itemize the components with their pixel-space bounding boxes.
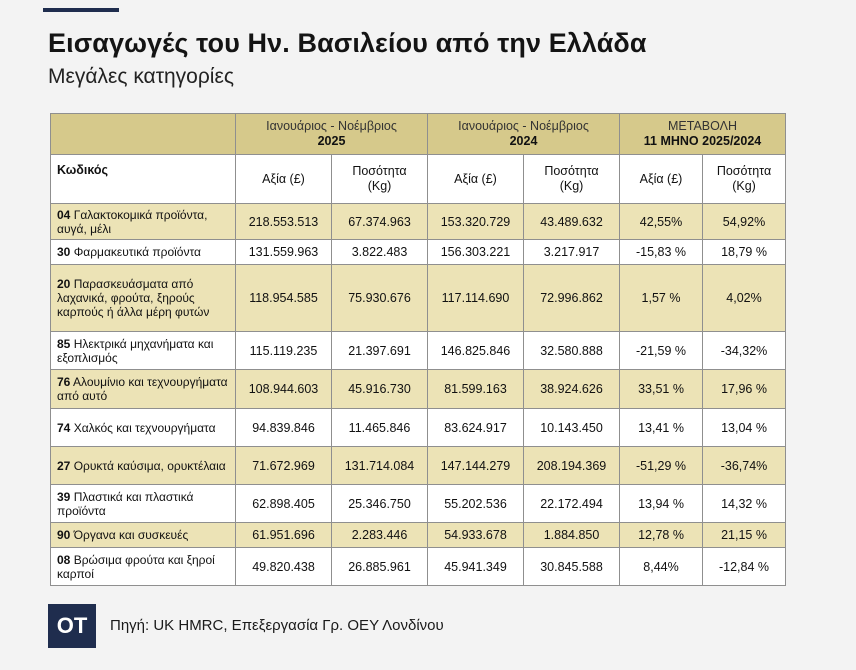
value-change-cell: 12,78 %: [620, 523, 703, 548]
category-cell: [51, 265, 236, 332]
category-name: Γαλακτοκομικά προϊόντα, αυγά, μέλι: [57, 207, 208, 236]
quantity-2025-cell: 21.397.691: [332, 332, 428, 370]
quantity-change-cell: 18,79 %: [703, 240, 786, 265]
quantity-change-cell: -34,32%: [703, 332, 786, 370]
value-2025-cell: 118.954.585: [236, 265, 332, 332]
quantity-2024-cell: 72.996.862: [524, 265, 620, 332]
quantity-header: Ποσότητα (Kg): [703, 155, 786, 204]
quantity-2025-cell: 11.465.846: [332, 409, 428, 447]
category-cell: [51, 204, 236, 240]
quantity-2025-cell: 75.930.676: [332, 265, 428, 332]
quantity-2025-cell: 45.916.730: [332, 370, 428, 409]
table-row: [51, 332, 786, 370]
quantity-header: Ποσότητα (Kg): [332, 155, 428, 204]
category-code: 74: [57, 420, 71, 435]
category-code: 30: [57, 245, 71, 259]
category-code: 08: [57, 552, 71, 567]
category-cell: [51, 548, 236, 586]
value-header: Αξία (£): [236, 155, 332, 204]
quantity-2025-cell: 2.283.446: [332, 523, 428, 548]
category-name: Χαλκός και τεχνουργήματα: [73, 420, 216, 435]
category-cell: [51, 485, 236, 523]
quantity-2024-cell: 22.172.494: [524, 485, 620, 523]
quantity-2024-cell: 32.580.888: [524, 332, 620, 370]
quantity-change-cell: 4,02%: [703, 265, 786, 332]
value-2025-cell: 218.553.513: [236, 204, 332, 240]
category-cell: [51, 523, 236, 548]
quantity-2024-cell: 38.924.626: [524, 370, 620, 409]
quantity-2025-cell: 25.346.750: [332, 485, 428, 523]
quantity-2024-cell: 208.194.369: [524, 447, 620, 485]
value-2025-cell: 71.672.969: [236, 447, 332, 485]
category-name: Ηλεκτρικά μηχανήματα και εξοπλισμός: [57, 336, 214, 365]
value-2024-cell: 156.303.221: [428, 240, 524, 265]
group-year: 11 ΜΗΝΟ 2025/2024: [643, 134, 762, 148]
imports-table: [50, 113, 786, 586]
value-2025-cell: 49.820.438: [236, 548, 332, 586]
category-name: Πλαστικά και πλαστικά προϊόντα: [57, 489, 194, 518]
quantity-2024-cell: 3.217.917: [524, 240, 620, 265]
value-header: Αξία (£): [620, 155, 703, 204]
table-row: [51, 447, 786, 485]
category-code: 27: [57, 458, 71, 473]
table-row: [51, 523, 786, 548]
header-blank-cell: [51, 114, 236, 155]
value-change-cell: 42,55%: [620, 204, 703, 240]
value-2025-cell: 115.119.235: [236, 332, 332, 370]
value-2024-cell: 81.599.163: [428, 370, 524, 409]
quantity-change-cell: 21,15 %: [703, 523, 786, 548]
category-code: 85: [57, 336, 71, 351]
category-cell: [51, 447, 236, 485]
value-change-cell: -21,59 %: [620, 332, 703, 370]
group-header-change: [620, 114, 786, 155]
value-2025-cell: 62.898.405: [236, 485, 332, 523]
category-name: Φαρμακευτικά προϊόντα: [73, 245, 201, 259]
category-code: 39: [57, 489, 71, 504]
group-header-2025: [236, 114, 428, 155]
group-period: Ιανουάριος - Νοέμβριος: [458, 119, 589, 133]
value-2024-cell: 117.114.690: [428, 265, 524, 332]
category-cell: [51, 240, 236, 265]
quantity-2025-cell: 131.714.084: [332, 447, 428, 485]
value-change-cell: 33,51 %: [620, 370, 703, 409]
category-name: Παρασκευάσματα από λαχανικά, φρούτα, ξηρούς καρπούς ή άλλα μέρη φυτών: [57, 277, 210, 319]
table-row: [51, 204, 786, 240]
value-2025-cell: 108.944.603: [236, 370, 332, 409]
value-change-cell: -15,83 %: [620, 240, 703, 265]
quantity-2025-cell: 67.374.963: [332, 204, 428, 240]
category-name: Ορυκτά καύσιμα, ορυκτέλαια: [73, 458, 226, 473]
category-name: Βρώσιμα φρούτα και ξηροί καρποί: [57, 552, 215, 581]
group-period: Ιανουάριος - Νοέμβριος: [266, 119, 397, 133]
value-2024-cell: 45.941.349: [428, 548, 524, 586]
value-change-cell: 13,41 %: [620, 409, 703, 447]
value-change-cell: 13,94 %: [620, 485, 703, 523]
code-header: Κωδικός: [51, 155, 236, 204]
quantity-2024-cell: 30.845.588: [524, 548, 620, 586]
table-row: [51, 265, 786, 332]
value-change-cell: -51,29 %: [620, 447, 703, 485]
table-row: [51, 548, 786, 586]
quantity-change-cell: 14,32 %: [703, 485, 786, 523]
value-2024-cell: 146.825.846: [428, 332, 524, 370]
table-row: [51, 409, 786, 447]
category-cell: [51, 409, 236, 447]
value-2024-cell: 83.624.917: [428, 409, 524, 447]
quantity-2024-cell: 10.143.450: [524, 409, 620, 447]
value-change-cell: 1,57 %: [620, 265, 703, 332]
quantity-header: Ποσότητα (Kg): [524, 155, 620, 204]
category-cell: [51, 370, 236, 409]
group-period: ΜΕΤΑΒΟΛΗ: [668, 119, 738, 133]
value-2024-cell: 153.320.729: [428, 204, 524, 240]
column-header-row: [51, 155, 786, 204]
quantity-2025-cell: 26.885.961: [332, 548, 428, 586]
category-code: 20: [57, 277, 71, 291]
category-name: Αλουμίνιο και τεχνουργήματα από αυτό: [57, 375, 228, 403]
group-year: 2025: [317, 134, 346, 148]
table-row: [51, 485, 786, 523]
ot-logo: OT: [48, 604, 96, 648]
value-2024-cell: 55.202.536: [428, 485, 524, 523]
quantity-change-cell: -36,74%: [703, 447, 786, 485]
group-header-row: [51, 114, 786, 155]
page-subtitle: Μεγάλες κατηγορίες: [48, 65, 234, 88]
group-year: 2024: [509, 134, 538, 148]
value-2024-cell: 54.933.678: [428, 523, 524, 548]
value-2024-cell: 147.144.279: [428, 447, 524, 485]
quantity-2024-cell: 43.489.632: [524, 204, 620, 240]
quantity-change-cell: 54,92%: [703, 204, 786, 240]
category-code: 76: [57, 375, 71, 389]
group-header-2024: [428, 114, 620, 155]
category-code: 04: [57, 207, 71, 222]
table-row: [51, 370, 786, 409]
quantity-change-cell: 13,04 %: [703, 409, 786, 447]
value-2025-cell: 94.839.846: [236, 409, 332, 447]
value-2025-cell: 131.559.963: [236, 240, 332, 265]
value-change-cell: 8,44%: [620, 548, 703, 586]
source-note: Πηγή: UK HMRC, Επεξεργασία Γρ. ΟΕΥ Λονδίνου: [110, 617, 444, 634]
category-cell: [51, 332, 236, 370]
value-2025-cell: 61.951.696: [236, 523, 332, 548]
page-title: Εισαγωγές του Ην. Βασιλείου από την Ελλάδα: [48, 28, 647, 58]
category-name: Όργανα και συσκευές: [73, 528, 189, 542]
quantity-2024-cell: 1.884.850: [524, 523, 620, 548]
value-header: Αξία (£): [428, 155, 524, 204]
quantity-change-cell: -12,84 %: [703, 548, 786, 586]
accent-bar: [43, 8, 119, 12]
quantity-2025-cell: 3.822.483: [332, 240, 428, 265]
category-code: 90: [57, 528, 71, 542]
quantity-change-cell: 17,96 %: [703, 370, 786, 409]
table-row: [51, 240, 786, 265]
